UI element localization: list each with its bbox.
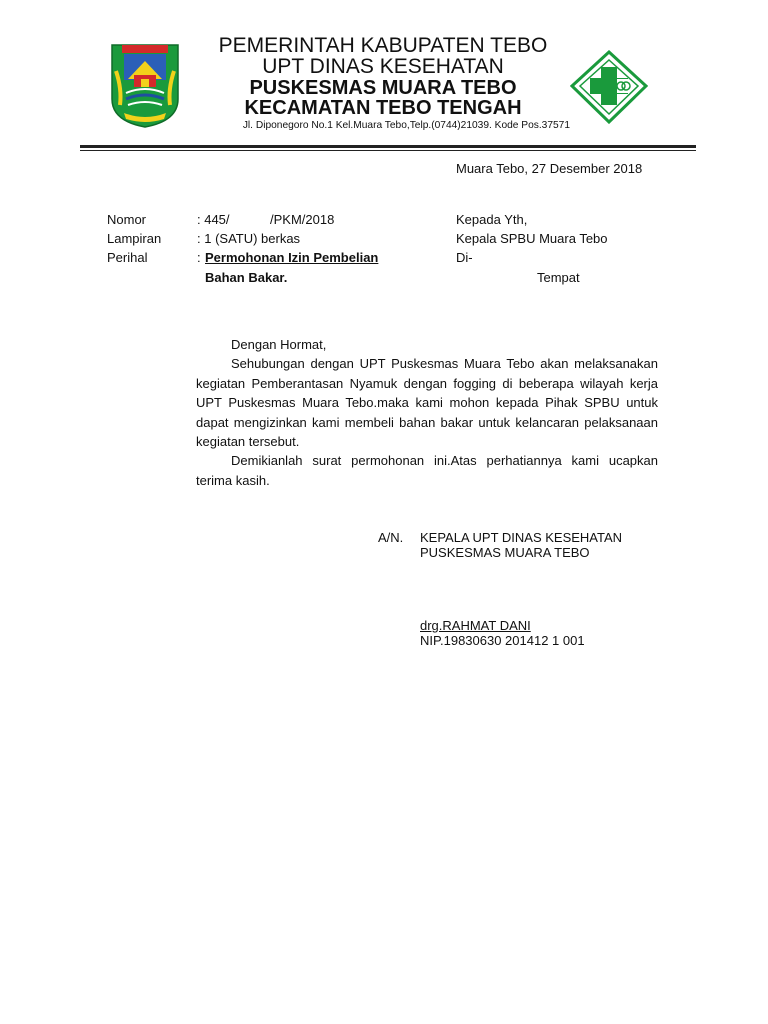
salutation: Dengan Hormat, xyxy=(231,337,327,352)
signature-title-line1: KEPALA UPT DINAS KESEHATAN xyxy=(420,530,623,545)
letterhead-divider-thick xyxy=(80,145,696,148)
signature-an: A/N. xyxy=(378,530,404,545)
recipient-place: Tempat xyxy=(537,270,580,285)
body-paragraph-1: Sehubungan dengan UPT Puskesmas Muara Tebo akan melaksanakan kegiatan Pemberantasan Nyamuk dengan fogging di beberapa wilayah kerja UPT Puskesmas Muara Tebo.maka kami mohon kepada Pihak SPBU untuk dapat mengizinkan kami membeli bahan bakar untuk kelancaran pelaksanaan kegiatan tersebut. xyxy=(196,356,658,449)
header-district-name: KECAMATAN TEBO TENGAH xyxy=(244,97,522,119)
nomor-suffix: /PKM/2018 xyxy=(270,212,335,227)
letterhead-divider-thin xyxy=(80,150,696,151)
recipient-greeting: Kepada Yth, xyxy=(456,212,528,227)
header-puskesmas-name: PUSKESMAS MUARA TEBO xyxy=(249,77,517,99)
signature-title-line2: PUSKESMAS MUARA TEBO xyxy=(420,545,590,560)
letter-date: Muara Tebo, 27 Desember 2018 xyxy=(456,161,643,176)
nomor-label: Nomor xyxy=(107,212,147,227)
tebo-regency-crest-icon xyxy=(108,41,182,129)
header-government-name: PEMERINTAH KABUPATEN TEBO xyxy=(218,34,548,57)
nomor-value: : 445/ xyxy=(197,212,230,227)
perihal-subject-line2: Bahan Bakar. xyxy=(205,270,288,285)
recipient-di: Di- xyxy=(456,250,473,265)
lampiran-label: Lampiran xyxy=(107,231,162,246)
header-department-name: UPT DINAS KESEHATAN xyxy=(262,55,504,78)
body-paragraph-2: Demikianlah surat permohonan ini.Atas perhatiannya kami ucapkan terima kasih. xyxy=(196,453,658,488)
signatory-nip: NIP.19830630 201412 1 001 xyxy=(420,633,585,648)
perihal-colon: : xyxy=(197,250,201,265)
lampiran-value: : 1 (SATU) berkas xyxy=(197,231,301,246)
header-address: Jl. Diponegoro No.1 Kel.Muara Tebo,Telp.(0744)21039. Kode Pos.37571 xyxy=(242,120,570,131)
puskesmas-green-cross-icon xyxy=(570,50,648,124)
recipient-name: Kepala SPBU Muara Tebo xyxy=(456,231,608,246)
perihal-label: Perihal xyxy=(107,250,148,265)
signatory-name: drg.RAHMAT DANI xyxy=(420,618,531,633)
perihal-subject-line1: Permohonan Izin Pembelian xyxy=(205,250,379,265)
